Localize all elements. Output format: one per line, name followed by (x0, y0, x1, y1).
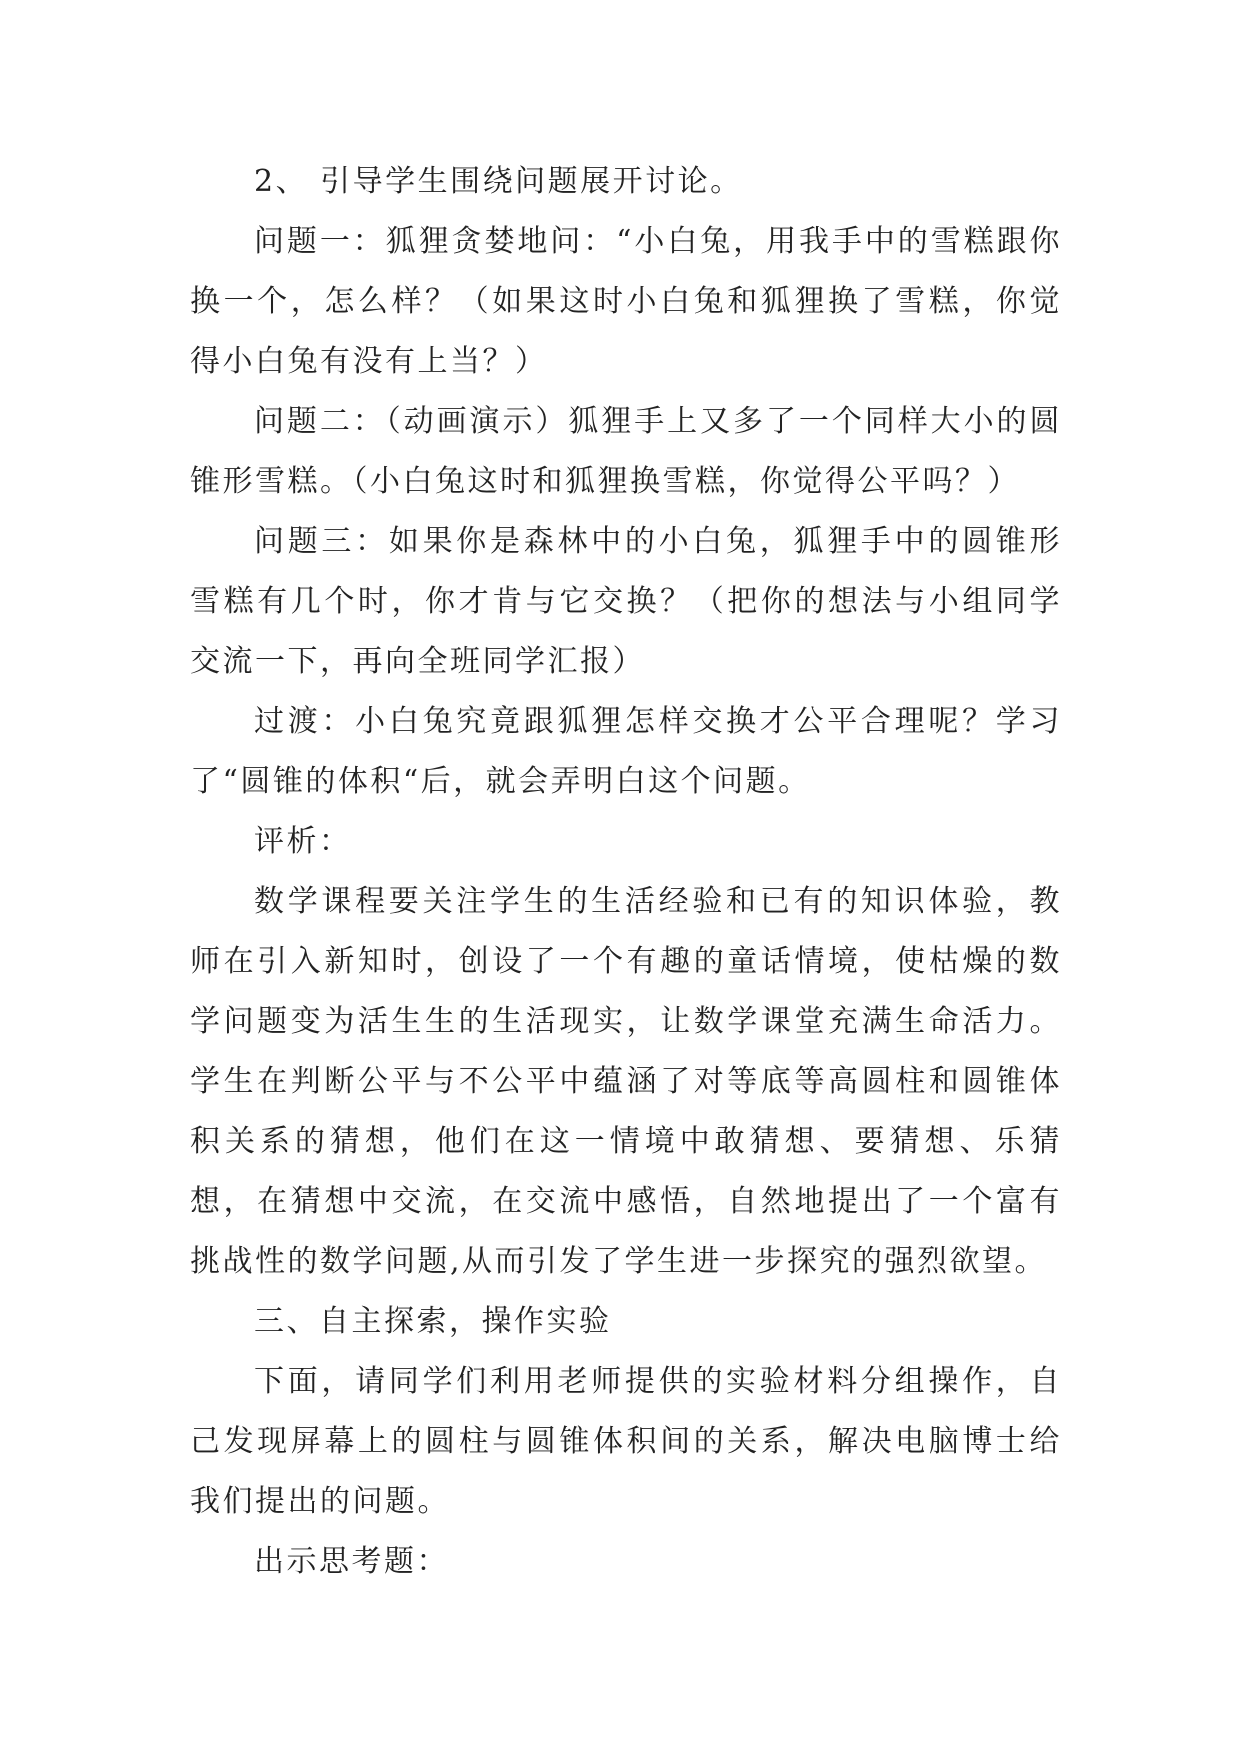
section-heading-explore: 三、自主探索，操作实验 (254, 1304, 612, 1339)
question-two: 问题二：（动画演示）狐狸手上又多了一个同样大小的圆锥形雪糕。（小白兔这时和狐狸换雪糕，你觉得公平吗？） (190, 404, 1062, 499)
thinking-question-label: 出示思考题： (254, 1544, 449, 1579)
heading-discussion: 2、 引导学生围绕问题展开讨论。 (254, 164, 743, 199)
document-page (190, 152, 1062, 1592)
experiment-paragraph: 下面，请同学们利用老师提供的实验材料分组操作，自己发现屏幕上的圆柱与圆锥体积间的关系，解决电脑博士给我们提出的问题。 (190, 1364, 1062, 1519)
analysis-paragraph: 数学课程要关注学生的生活经验和已有的知识体验，教师在引入新知时，创设了一个有趣的童话情境，使枯燥的数学问题变为活生生的生活现实，让数学课堂充满生命活力。学生在判断公平与不公平中蕴涵了对等底等高圆柱和圆锥体积关系的猜想，他们在这一情境中敢猜想、要猜想、乐猜想，在猜想中交流，在交流中感悟，自然地提出了一个富有挑战性的数学问题,从而引发了学生进一步探究的强烈欲望。 (190, 884, 1062, 1279)
analysis-label: 评析： (254, 824, 352, 859)
question-three: 问题三：如果你是森林中的小白兔，狐狸手中的圆锥形雪糕有几个时，你才肯与它交换？（把你的想法与小组同学交流一下，再向全班同学汇报） (190, 524, 1062, 679)
question-one: 问题一：狐狸贪婪地问：“小白兔，用我手中的雪糕跟你换一个，怎么样？（如果这时小白兔和狐狸换了雪糕，你觉得小白兔有没有上当？） (190, 224, 1062, 379)
transition-paragraph: 过渡：小白兔究竟跟狐狸怎样交换才公平合理呢？学习了“圆锥的体积“后，就会弄明白这个问题。 (190, 704, 1062, 799)
